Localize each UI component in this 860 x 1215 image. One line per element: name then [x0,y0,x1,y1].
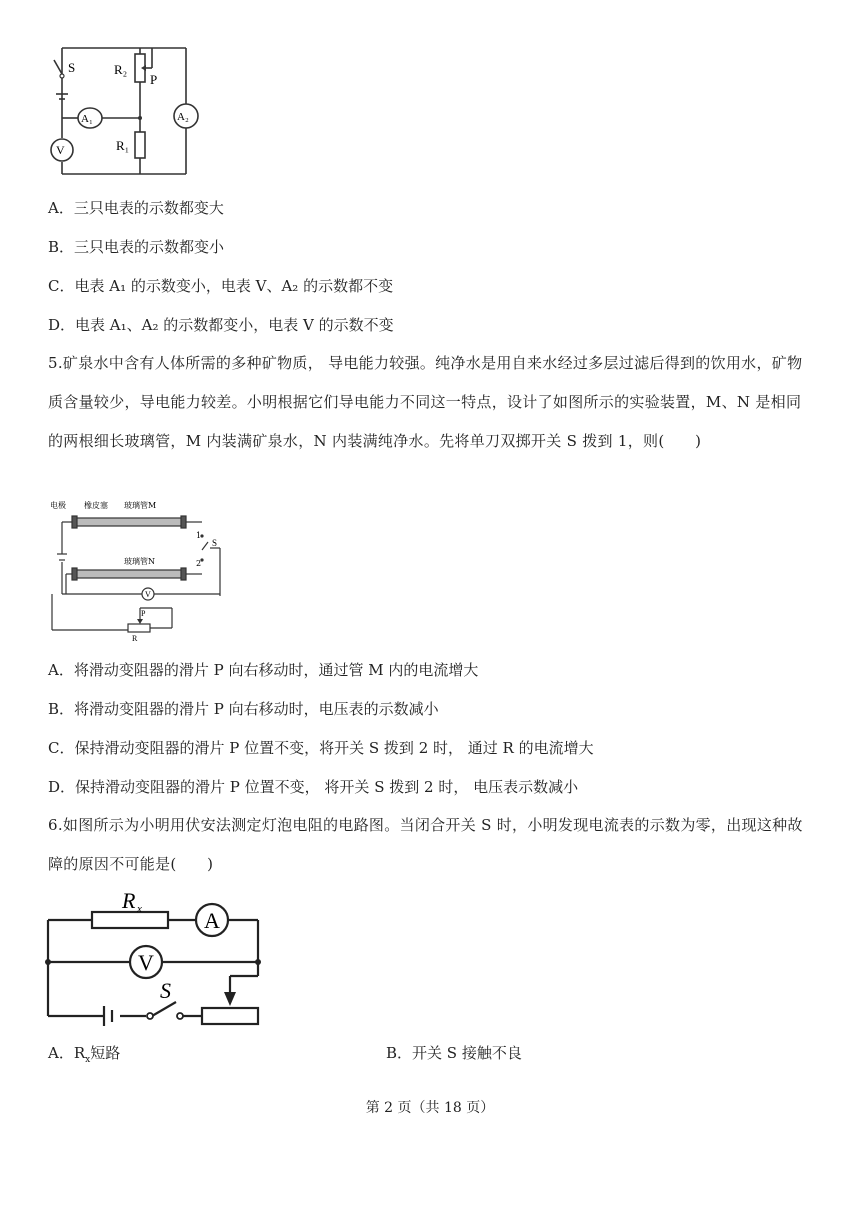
q6-option-b: B．开关 S 接触不良 [386,1044,522,1062]
q6-option-a [48,1043,120,1070]
q4-option-d: D．电表 A₁、A₂ 的示数都变小，电表 V 的示数不变 [48,316,394,334]
q5-tube-n-label: 玻璃管N [124,557,155,566]
q4-circuit-figure [40,38,210,178]
q5-contact-1-label: 1 [196,531,202,540]
q5-contact-2-label: 2 [196,559,202,568]
q5-option-a: A．将滑动变阻器的滑片 P 向右移动时，通过管 M 内的电流增大 [48,661,479,679]
q6-voltmeter-label: V [138,950,154,975]
q4-option-c: C．电表 A₁ 的示数变小，电表 V、A₂ 的示数都不变 [48,277,394,295]
q6-rx-label: R [122,888,136,913]
q5-voltmeter-label: V [145,590,151,599]
q6-circuit-figure [40,886,270,1026]
q5-option-b: B．将滑动变阻器的滑片 P 向右移动时，电压表的示数减小 [48,700,439,718]
q4-switch-label: S [68,60,76,75]
q5-rheostat-label: R [132,634,138,643]
q6-option-a-prefix: A．R [48,1044,86,1062]
q6-option-a-suffix: 短路 [90,1044,121,1062]
q5-slider-label: P [141,609,146,618]
q4-ammeter1-label: A₁ [81,113,93,125]
q5-option-d: D．保持滑动变阻器的滑片 P 位置不变， 将开关 S 拨到 2 时， 电压表示数减小 [48,778,579,796]
q4-r2-label: R₂ [114,62,128,77]
q5-switch-label: S [212,538,218,548]
q6-rx-subscript: x [137,903,142,915]
q5-rubber-plug-label: 橡皮塞 [84,501,108,510]
page-footer: 第 2 页（共 18 页） [365,1100,495,1116]
q4-slider-label: P [150,72,158,87]
q4-option-b: B．三只电表的示数都变小 [48,238,225,256]
q4-voltmeter-label: V [56,143,65,157]
q6-stem: 6.如图所示为小明用伏安法测定灯泡电阻的电路图。当闭合开关 S 时，小明发现电流表的示数为零，出现这种故障的原因不可能是( ) [48,816,803,873]
q5-apparatus-figure [44,498,234,643]
q6-switch-label: S [160,978,171,1003]
q6-option-a-subscript: x [85,1055,91,1065]
q5-electrode-label: 电极 [50,501,66,510]
q5-option-c: C．保持滑动变阻器的滑片 P 位置不变，将开关 S 拨到 2 时， 通过 R 的电流增大 [48,739,594,757]
q4-ammeter2-label: A₂ [177,111,189,123]
q4-r1-label: R₁ [116,138,130,153]
q4-option-a: A．三只电表的示数都变大 [48,199,224,217]
q5-tube-m-label: 玻璃管M [124,501,157,510]
q5-stem: 5.矿泉水中含有人体所需的多种矿物质， 导电能力较强。纯净水是用自来水经过多层过滤后得到的饮用水，矿物质含量较少，导电能力较差。小明根据它们导电能力不同这一特点，设计了如图所示的实验装置，M、N 是相同的两根细长玻璃管，M 内装满矿泉水，N 内装满纯净水。先将单刀双掷开关 S 拨到 1，则( ) [48,354,803,450]
q6-ammeter-label: A [204,908,220,933]
